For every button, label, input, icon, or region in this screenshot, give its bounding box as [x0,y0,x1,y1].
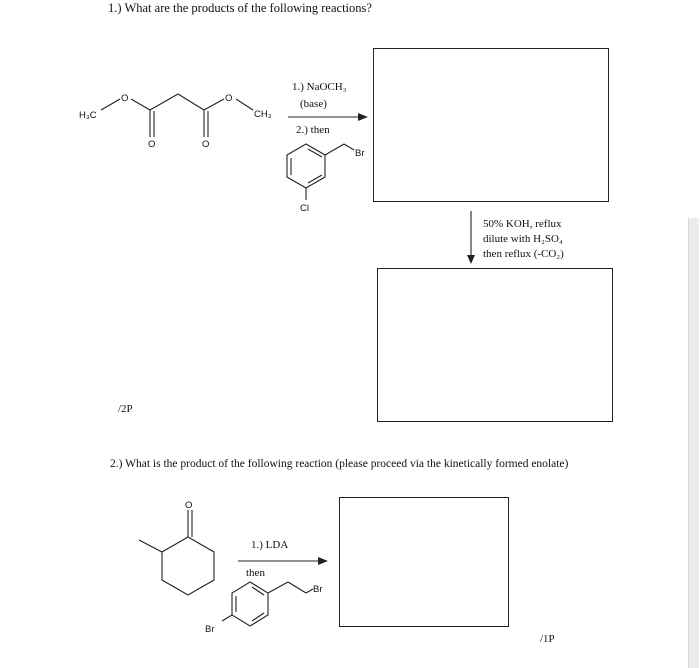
q1-answer-box-2[interactable] [377,268,613,422]
q1-step1-line2: (base) [300,98,327,110]
q1-chlorine-label: Cl [300,203,309,214]
q1-step2-line2: dilute with H₂SO₄ [483,233,563,245]
q1-step2-conditions [483,217,564,262]
q2-bromine-chain-label: Br [313,584,323,595]
q1-carbonyl-oxygen-2-label: O [202,139,210,150]
question-2-text: What is the product of the following reaction (please proceed via the kinetically formed enolate) [125,458,569,470]
q2-bromophenethyl-bromide-structure [222,582,313,626]
q1-methyl-left-label: H₃C [79,110,97,121]
q1-oxygen-left-label: O [121,93,129,104]
q1-oxygen-right-label: O [225,93,233,104]
q2-step2: then [246,567,265,579]
q2-step1: 1.) LDA [251,539,289,551]
q1-answer-box-1[interactable] [373,48,609,202]
q1-step1-line1: 1.) NaOCH₃ [292,81,347,93]
q1-bromine-label: Br [355,148,365,159]
q2-points: /1P [540,633,555,645]
q2-bromine-ring-label: Br [205,624,215,635]
q1-step1-conditions [292,80,347,112]
vertical-scrollbar[interactable] [688,218,699,668]
q1-step1-line3: 2.) then [296,124,330,136]
q1-step2-line1: 50% KOH, reflux [483,218,562,230]
question-2-heading [110,458,568,470]
q1-down-arrowhead [467,255,475,264]
q2-arrowhead [318,557,328,565]
q1-methyl-right-label: CH₃ [254,109,272,120]
q1-arrowhead [358,113,368,121]
question-1-number: 1.) [108,1,122,15]
q1-carbonyl-oxygen-1-label: O [148,139,156,150]
q1-step2-line3: then reflux (-CO₂) [483,248,564,260]
q2-answer-box[interactable] [339,497,509,627]
q1-chlorobenzyl-bromide-structure [287,144,354,200]
q2-oxygen-label: O [185,500,193,511]
q1-points: /2P [118,403,133,415]
q2-methylcyclohexanone-structure [139,510,214,595]
question-2-number: 2.) [110,458,123,470]
question-1-text: What are the products of the following reactions? [124,1,372,15]
